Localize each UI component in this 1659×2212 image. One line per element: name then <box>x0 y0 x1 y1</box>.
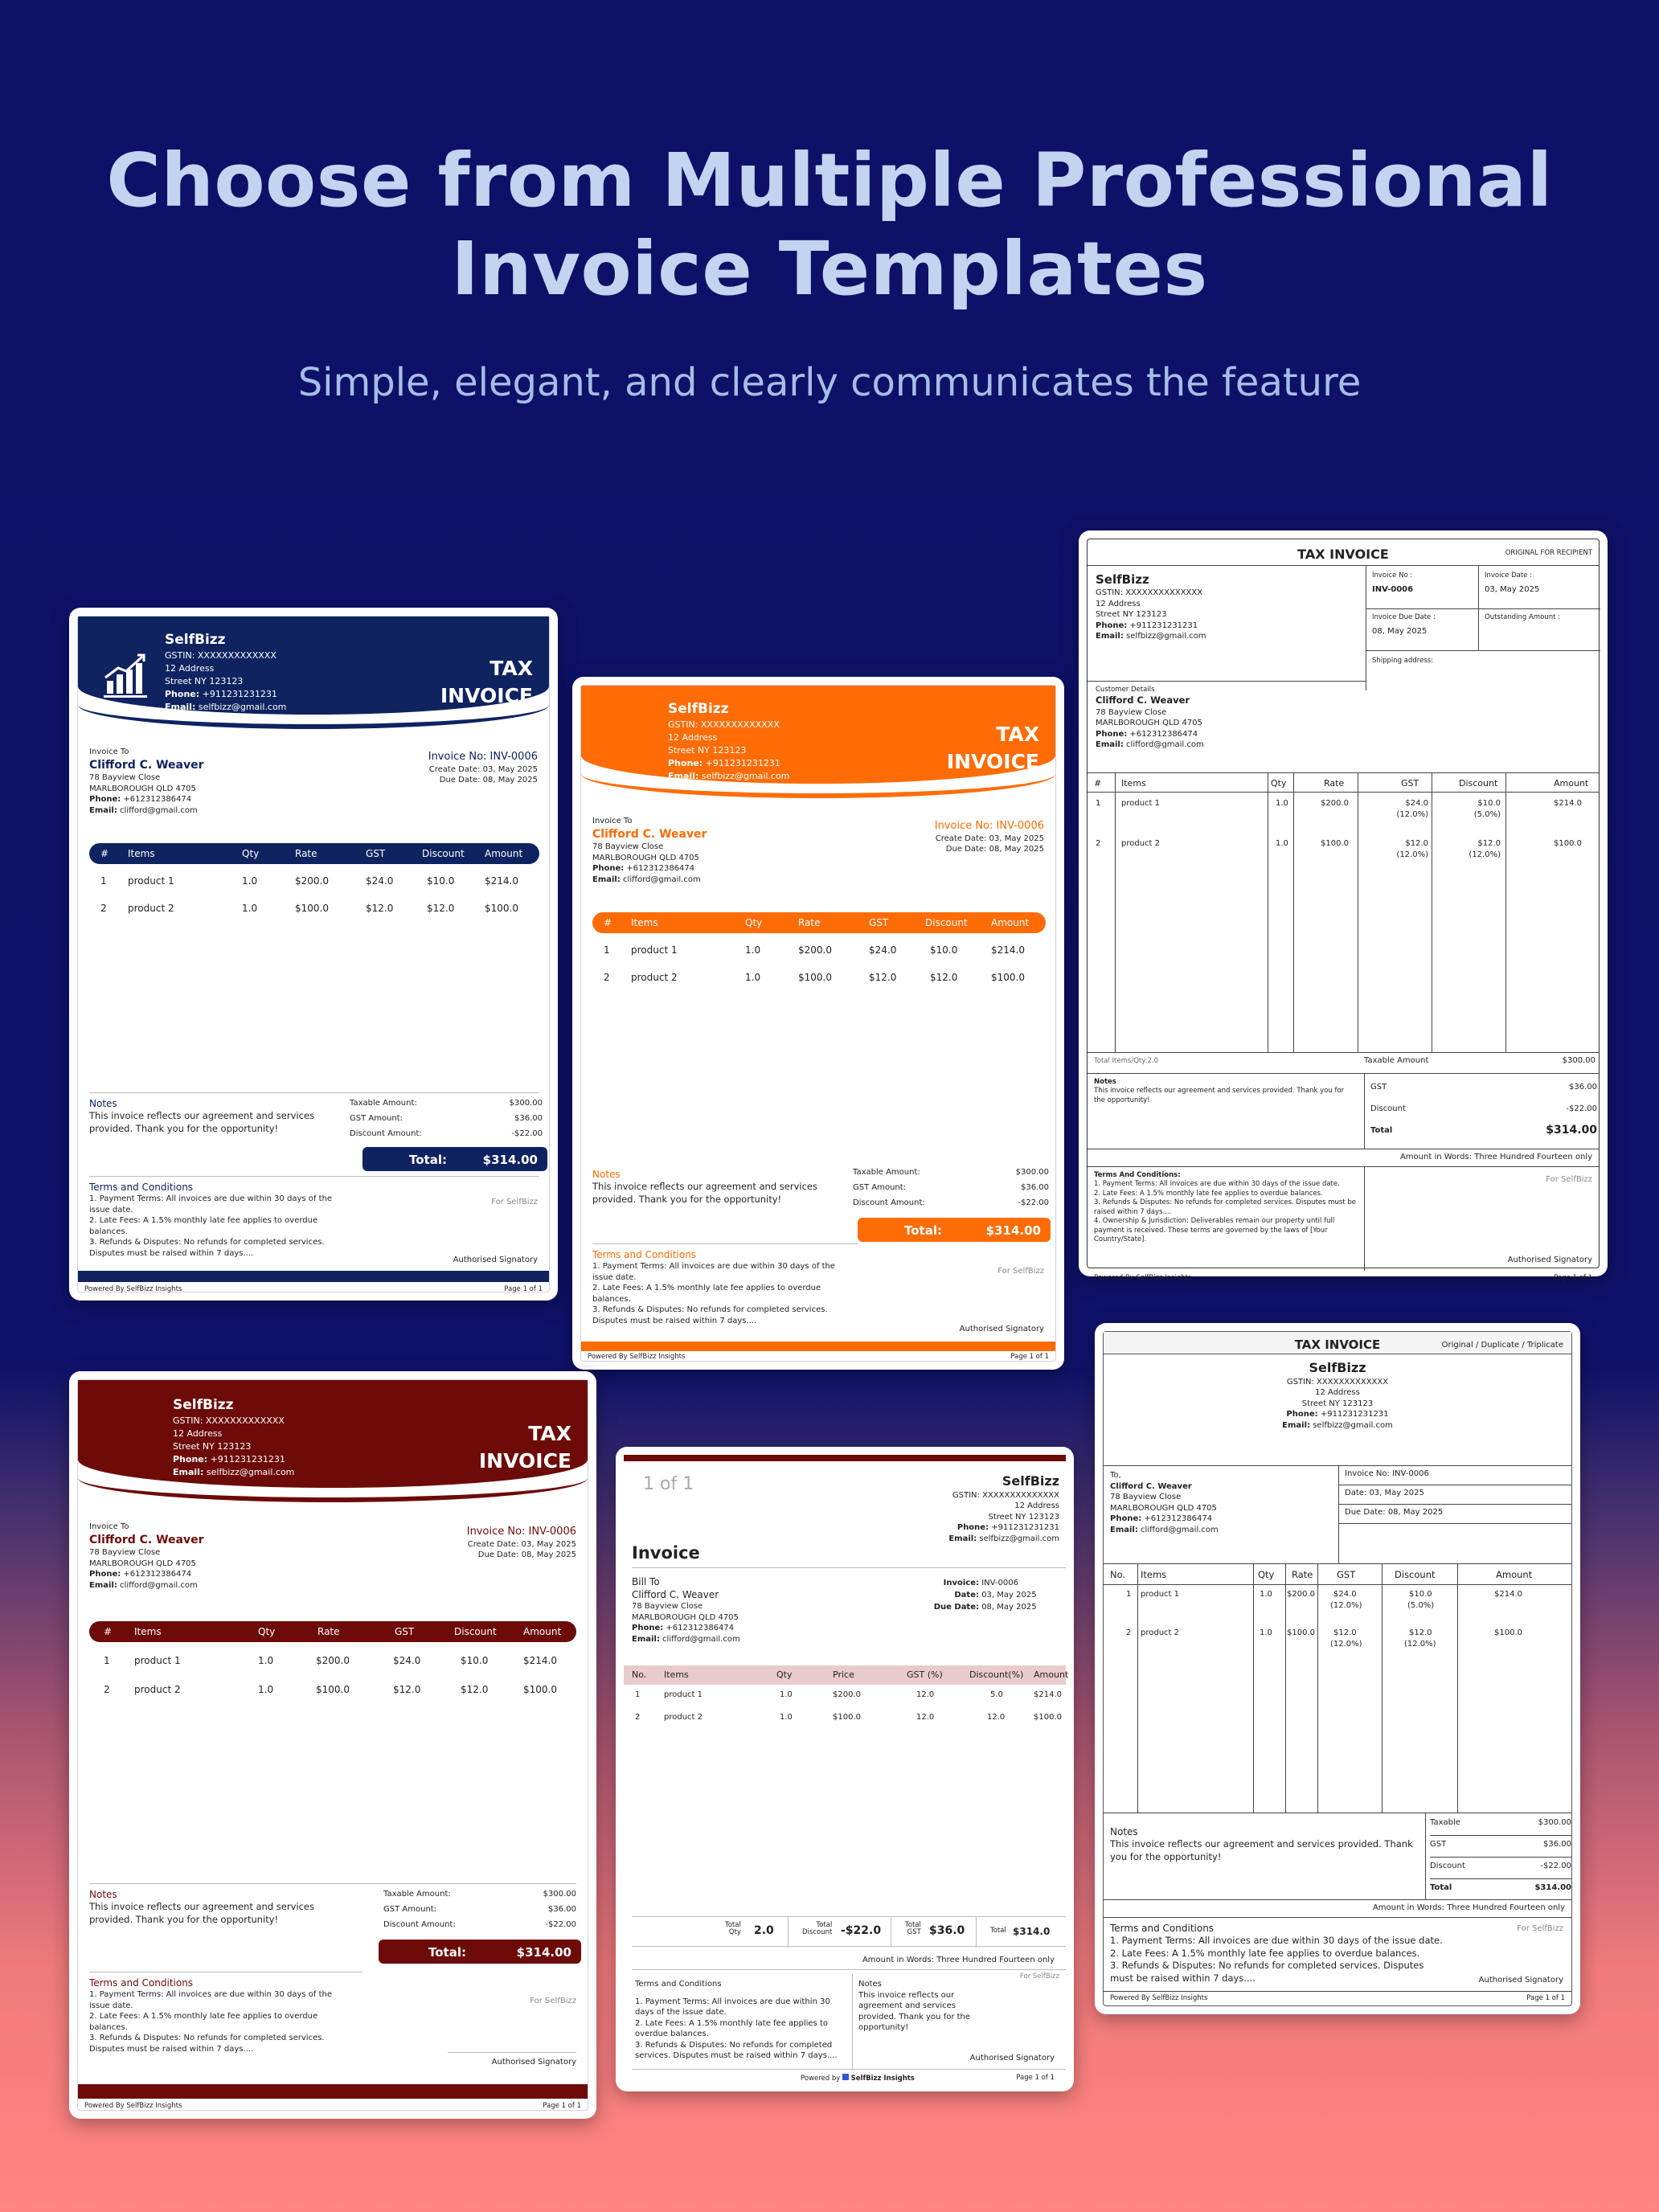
page-badge: 1 of 1 <box>643 1474 694 1494</box>
hero-subtitle: Simple, elegant, and clearly communicates the feature <box>297 360 1362 405</box>
table-row: 1 product 1 1.0 $200.0 $24.0 $10.0 $214.0 <box>100 875 518 887</box>
tax-invoice-title: TAX INVOICE <box>440 657 533 707</box>
invoice-template-orange[interactable]: SelfBizz GSTIN: XXXXXXXXXXXXX 12 Address Street NY 123123 Phone: +911231231231 Email: selfbizz@gmail.com TAX INVOICE Invoice To Clifford C. Weaver 78 Bayview Close MARLBOROUGH QLD 4705 Phone: +612312386474 Email: clifford@gmail.com Invoice No: INV-0006 Create Date: 03, May 2025 Due Date: 08, May 2025 # Items Qty Rate GST Discount Amount 1 product 1 1.0 $200.0 $24.0 $10.0 $214.0 2 product 2 1.0 $100.0 $12.0 $12.0 $100.0 Notes This invoice reflects our agreement and services provided. Thank you for the opportunity! Taxable Amount: $300.00 GST Amount: $36.00 Discount Amount: -$22.00 Total: $314.00 Terms and Conditions 1. Payment Terms: All invoices are due within 30 days of the issue date. 2. Late Fees: A 1.5% monthly late fee applies to overdue balances. 3. Refunds & Disputes: No refunds for completed services. Disputes must be raised within 7 days.... For SelfBizz Authorised Signatory Powered By SelfBizz Insights Page 1 of 1 <box>572 677 1064 1370</box>
total-bar: Total: $314.00 <box>858 1218 1051 1242</box>
hero-title <box>0 137 1659 313</box>
logo-placeholder <box>605 719 655 769</box>
items-table-header: # Items Qty Rate GST Discount Amount <box>89 1621 576 1642</box>
items-table-header: # Items Qty Rate GST Discount Amount <box>89 843 539 864</box>
tax-invoice-title: TAX INVOICE <box>946 723 1039 773</box>
invoice-template-navy[interactable]: SelfBizz GSTIN: XXXXXXXXXXXXX 12 Address Street NY 123123 Phone: +911231231231 Email: selfbizz@gmail.com TAX INVOICE Invoice To Clifford C. Weaver 78 Bayview Close MARLBOROUGH QLD 4705 Phone: +612312386474 Email: clifford@gmail.com Invoice No: INV-0006 Create Date: 03, May 2025 Due Date: 08, May 2025 # Items Qty Rate GST Discount Amount 1 product 1 1.0 $200.0 $24.0 $10.0 $214.0 2 product 2 1.0 $100.0 $12.0 $12.0 $100.0 Notes This invoice reflects our agreement and services provided. Thank you for the opportunity! Taxable Amount: $300.00 GST Amount: $36.00 Discount Amount: -$22.00 Total: $314.00 Terms and Conditions 1. Payment Terms: All invoices are due within 30 days of the issue date. 2. Late Fees: A 1.5% monthly late fee applies to overdue balances. 3. Refunds & Disputes: No refunds for completed services. Disputes must be raised within 7 days.... For SelfBizz Authorised Signatory Powered By SelfBizz Insights Page 1 of 1 <box>69 608 558 1301</box>
logo-placeholder <box>102 1415 152 1465</box>
items-table-header: # Items Qty Rate GST Discount Amount <box>592 912 1046 933</box>
company-name: SelfBizz <box>165 632 226 648</box>
invoice-template-classic[interactable]: 1 of 1 SelfBizz GSTIN: XXXXXXXXXXXXXX 12 Address Street NY 123123 Phone: +911231231231 Email: selfbizz@gmail.com Invoice Bill To Clifford C. Weaver 78 Bayview Close MARLBOROUGH QLD 4705 Phone: +612312386474 Email: clifford@gmail.com Invoice: INV-0006 Date: 03, May 2025 Due Date: 08, May 2025 No. Items Qty Price GST (%) Discount(%) Amount 1 product 1 1.0 $200.0 12.0 5.0 $214.0 2 product 2 1.0 $100.0 12.0 12.0 $100.0 Total Qty 2.0 Total Discount -$22.0 Total GST $36.0 Total $314.0 Amount in Words: Three Hundred Fourteen only For SelfBizz Terms and Conditions 1. Payment Terms: All invoices are due within 30 days of the issue date. 2. Late Fees: A 1.5% monthly late fee applies to overdue balances. 3. Refunds & Disputes: No refunds for completed services. Disputes must be raised within 7 days.... Notes This invoice reflects our agreement and services provided. Thank you for the opportunity! Authorised Signatory Powered by SelfBizz Insights Page 1 of 1 <box>616 1447 1074 2091</box>
tax-invoice-title: TAX INVOICE <box>1297 547 1389 562</box>
table-row: 1 product 1 1.0 $200.0 $24.0 (12.0%) $10.0 (5.0%) $214.0 <box>1126 1590 1522 1610</box>
invoice-number: Invoice No: INV-0006 <box>428 751 538 763</box>
table-row: 2 product 2 1.0 $100.0 $12.0 $12.0 $100.0 <box>100 903 518 914</box>
total-bar: Total: $314.00 <box>379 1940 581 1964</box>
tax-invoice-title: TAX INVOICE <box>478 1422 571 1473</box>
client-name: Clifford C. Weaver <box>89 1533 204 1546</box>
invoice-number: Invoice No: INV-0006 <box>934 820 1044 832</box>
client-name: Clifford C. Weaver <box>89 758 204 772</box>
table-row: 2 product 2 1.0 $100.0 $12.0 (12.0%) $12.0 (12.0%) $100.0 <box>1126 1628 1522 1649</box>
brand-logo-icon <box>842 2074 849 2080</box>
invoice-template-tax-bordered[interactable]: TAX INVOICE ORIGINAL FOR RECIPIENT SelfBizz GSTIN: XXXXXXXXXXXXXX 12 Address Street NY 123123 Phone: +911231231231 Email: selfbizz@gmail.com Invoice No : INV-0006 Invoice Date : 03, May 2025 Invoice Due Date : 08, May 2025 Outstanding Amount : Shipping address: Customer Details Clifford C. Weaver 78 Bayview Close MARLBOROUGH QLD 4705 Phone: +612312386474 Email: clifford@gmail.com # Items Qty Rate GST Discount Amount 1 product 1 1.0 $200.0 $24.0 (12.0%) $10.0 (5.0%) $214.0 2 product 2 1.0 $100.0 $12.0 (12.0%) $12.0 (12.0%) $100.0 Total Items/Qty:2.0 Taxable Amount $300.00 GST $36.00 Discount -$22.00 Total $314.00 Notes This invoice reflects our agreement and services provided. Thank you for the opportunity! Amount in Words: Three Hundred Fourteen only Terms And Conditions: 1. Payment Terms: All invoices are due within 30 days of the issue date. 2. Late Fees: A 1.5% monthly late fee applies to overdue balances. 3. Refunds & Disputes: No refunds for completed services. Disputes must be raised within 7 days.... 4. Ownership & Jurisdiction: Deliverables remain our property until full payment is received. These terms are governed by the laws of [Your Country/State]. For SelfBizz Authorised Signatory Powered By SelfBizz Insights Page 1 of 1 <box>1079 530 1608 1276</box>
hero-title-line1: Choose from Multiple Professional <box>106 137 1553 223</box>
invoice-template-maroon[interactable]: SelfBizz GSTIN: XXXXXXXXXXXXX 12 Address Street NY 123123 Phone: +911231231231 Email: selfbizz@gmail.com TAX INVOICE Invoice To Clifford C. Weaver 78 Bayview Close MARLBOROUGH QLD 4705 Phone: +612312386474 Email: clifford@gmail.com Invoice No: INV-0006 Create Date: 03, May 2025 Due Date: 08, May 2025 # Items Qty Rate GST Discount Amount 1 product 1 1.0 $200.0 $24.0 $10.0 $214.0 2 product 2 1.0 $100.0 $12.0 $12.0 $100.0 Notes This invoice reflects our agreement and services provided. Thank you for the opportunity! Taxable Amount: $300.00 GST Amount: $36.00 Discount Amount: -$22.00 Total: $314.00 Terms and Conditions 1. Payment Terms: All invoices are due within 30 days of the issue date. 2. Late Fees: A 1.5% monthly late fee applies to overdue balances. 3. Refunds & Disputes: No refunds for completed services. Disputes must be raised within 7 days.... For SelfBizz Authorised Signatory Powered By SelfBizz Insights Page 1 of 1 <box>69 1371 596 2119</box>
table-row: 1 product 1 1.0 $200.0 $24.0 $10.0 $214.0 <box>104 1655 557 1666</box>
table-row: 2 product 2 1.0 $100.0 $12.0 $12.0 $100.0 <box>104 1684 557 1695</box>
totals-strip: Total Qty 2.0 Total Discount -$22.0 Total GST $36.0 Total $314.0 <box>632 1916 1066 1947</box>
items-table-header: # Items Qty Rate GST Discount Amount <box>1094 778 1589 789</box>
table-row: 2 product 2 1.0 $100.0 12.0 12.0 $100.0 <box>635 1713 1062 1722</box>
items-table-header: No. Items Qty Rate GST Discount Amount <box>1110 1569 1533 1580</box>
items-table-header: No. Items Qty Price GST (%) Discount(%) Amount <box>624 1665 1066 1685</box>
table-row: 2 product 2 1.0 $100.0 $12.0 (12.0%) $12.0 (12.0%) $100.0 <box>1096 839 1582 859</box>
hero-title-line2: Invoice Templates <box>451 226 1208 312</box>
invoice-title: Invoice <box>632 1543 700 1563</box>
table-row: 1 product 1 1.0 $200.0 12.0 5.0 $214.0 <box>635 1690 1062 1699</box>
table-row: 1 product 1 1.0 $200.0 $24.0 $10.0 $214.0 <box>604 944 1025 956</box>
invoice-number: Invoice No: INV-0006 <box>466 1526 576 1538</box>
chart-logo-icon <box>102 650 152 700</box>
table-row: 1 product 1 1.0 $200.0 $24.0 (12.0%) $10.0 (5.0%) $214.0 <box>1096 799 1582 819</box>
table-row: 2 product 2 1.0 $100.0 $12.0 $12.0 $100.0 <box>604 972 1025 983</box>
client-name: Clifford C. Weaver <box>592 827 707 841</box>
invoice-template-tax-centered[interactable]: TAX INVOICE Original / Duplicate / Triplicate SelfBizz GSTIN: XXXXXXXXXXXXX 12 Address Street NY 123123 Phone: +911231231231 Email: selfbizz@gmail.com To, Clifford C. Weaver 78 Bayview Close MARLBOROUGH QLD 4705 Phone: +612312386474 Email: clifford@gmail.com Invoice No: INV-0006 Date: 03, May 2025 Due Date: 08, May 2025 No. Items Qty Rate GST Discount Amount 1 product 1 1.0 $200.0 $24.0 (12.0%) $10.0 (5.0%) $214.0 2 product 2 1.0 $100.0 $12.0 (12.0%) $12.0 (12.0%) $100.0 Taxable $300.00 GST $36.00 Discount -$22.00 Total $314.00 Notes This invoice reflects our agreement and services provided. Thank you for the opportunity! Amount in Words: Three Hundred Fourteen only Terms and Conditions 1. Payment Terms: All invoices are due within 30 days of the issue date. 2. Late Fees: A 1.5% monthly late fee applies to overdue balances. 3. Refunds & Disputes: No refunds for completed services. Disputes must be raised within 7 days.... For SelfBizz Authorised Signatory Powered By SelfBizz Insights Page 1 of 1 <box>1095 1323 1580 2014</box>
tax-invoice-title: TAX INVOICE <box>1294 1337 1381 1352</box>
total-bar: Total: $314.00 <box>363 1147 547 1171</box>
